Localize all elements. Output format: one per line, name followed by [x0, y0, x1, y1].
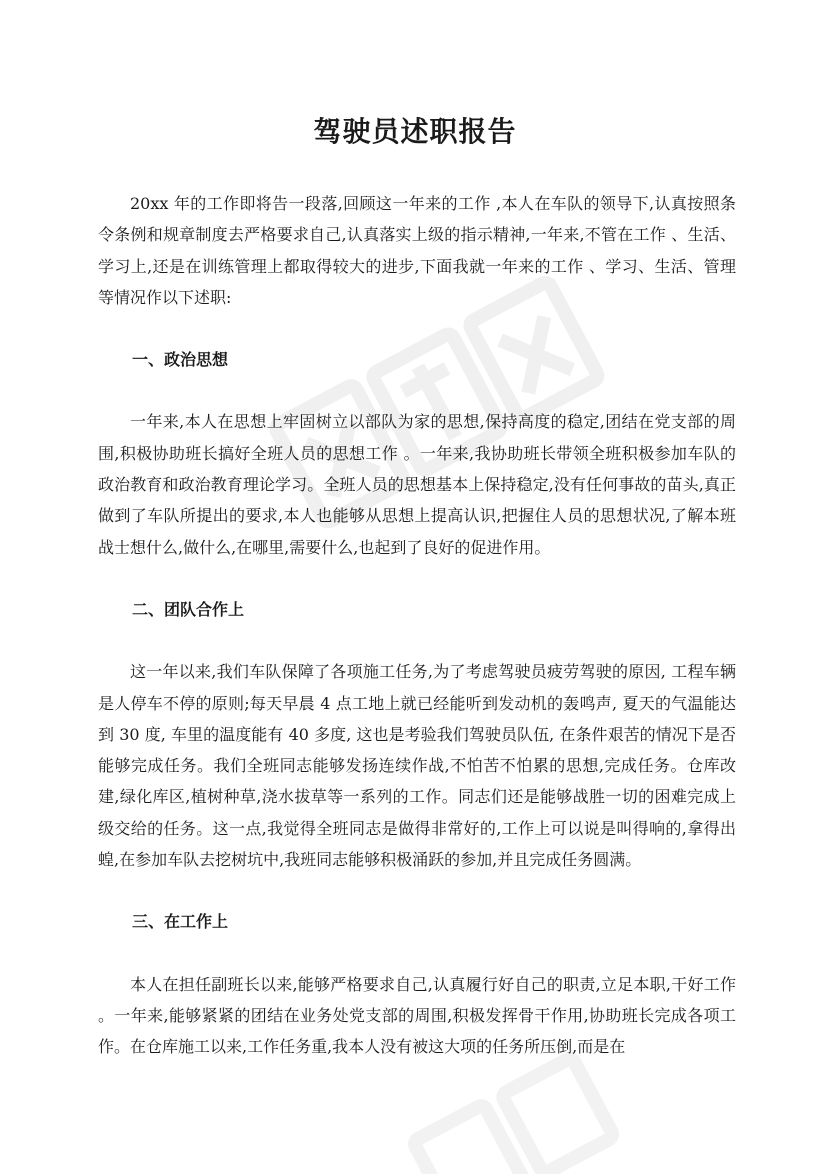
page-title: 驾驶员述职报告	[313, 115, 517, 148]
section-body-teamwork: 这一年以来,我们车队保障了各项施工任务,为了考虑驾驶员疲劳驾驶的原因, 工程车辆是人停车不停的原则;每天早晨 4 点工地上就已经能听到发动机的轰鸣声, 夏天的气温能达到 30 度, 车里的温度能有 40 多度, 这也是考验我们驾驶员队伍, 在条件艰苦的情况下是否能够完成任务。我们全班同志能够发扬连续作战,不怕苦不怕累的思想,完成任务。仓库改建,绿化库区,植树种草,浇水拔草等一系列的工作。同志们还是能够战胜一切的困难完成上级交给的任务。这一点,我觉得全班同志是做得非常好的,工作上可以说是叫得响的,拿得出蝗,在参加车队去挖树坑中,我班同志能够积极涌跃的参加,并且完成任务圆满。	[98, 662, 736, 870]
section-body-politics: 一年来,本人在思想上牢固树立以部队为家的思想,保持高度的稳定,团结在党支部的周围,积极协助班长搞好全班人员的思想工作 。一年来,我协助班长带领全班积极参加车队的政治教育和政治教育理论学习。全班人员的思想基本上保持稳定,没有任何事故的苗头,真正做到了车队所提出的要求,本人也能够从思想上提高认识,把握住人员的思想状况,了解本班战士想什么,做什么,在哪里,需要什么,也起到了良好的促进作用。	[98, 412, 736, 557]
document-body	[98, 188, 736, 1063]
watermark-glyph-4	[413, 1104, 526, 1174]
section-heading-teamwork: 二、团队合作上	[132, 599, 245, 619]
section-heading-politics: 一、政治思想	[132, 350, 229, 370]
section-body-work: 本人在担任副班长以来,能够严格要求自己,认真履行好自己的职责,立足本职,干好工作 。一年来,能够紧紧的团结在业务处党支部的周围,积极发挥骨干作用,协助班长完成各项工作。在仓库施工以来,工作任务重,我本人没有被这大项的任务所压倒,而是在	[98, 974, 736, 1057]
intro-paragraph: 20xx 年的工作即将告一段落,回顾这一年来的工作 ,本人在车队的领导下,认真按照条令条例和规章制度去严格要求自己,认真落实上级的指示精神,一年来,不管在工作 、生活、学习上,还是在训练管理上都取得较大的进步,下面我就一年来的工作 、学习、生活、管理等情况作以下述职:	[98, 194, 736, 307]
watermark-glyph-5	[501, 1057, 614, 1174]
section-heading-work: 三、在工作上	[132, 912, 229, 932]
